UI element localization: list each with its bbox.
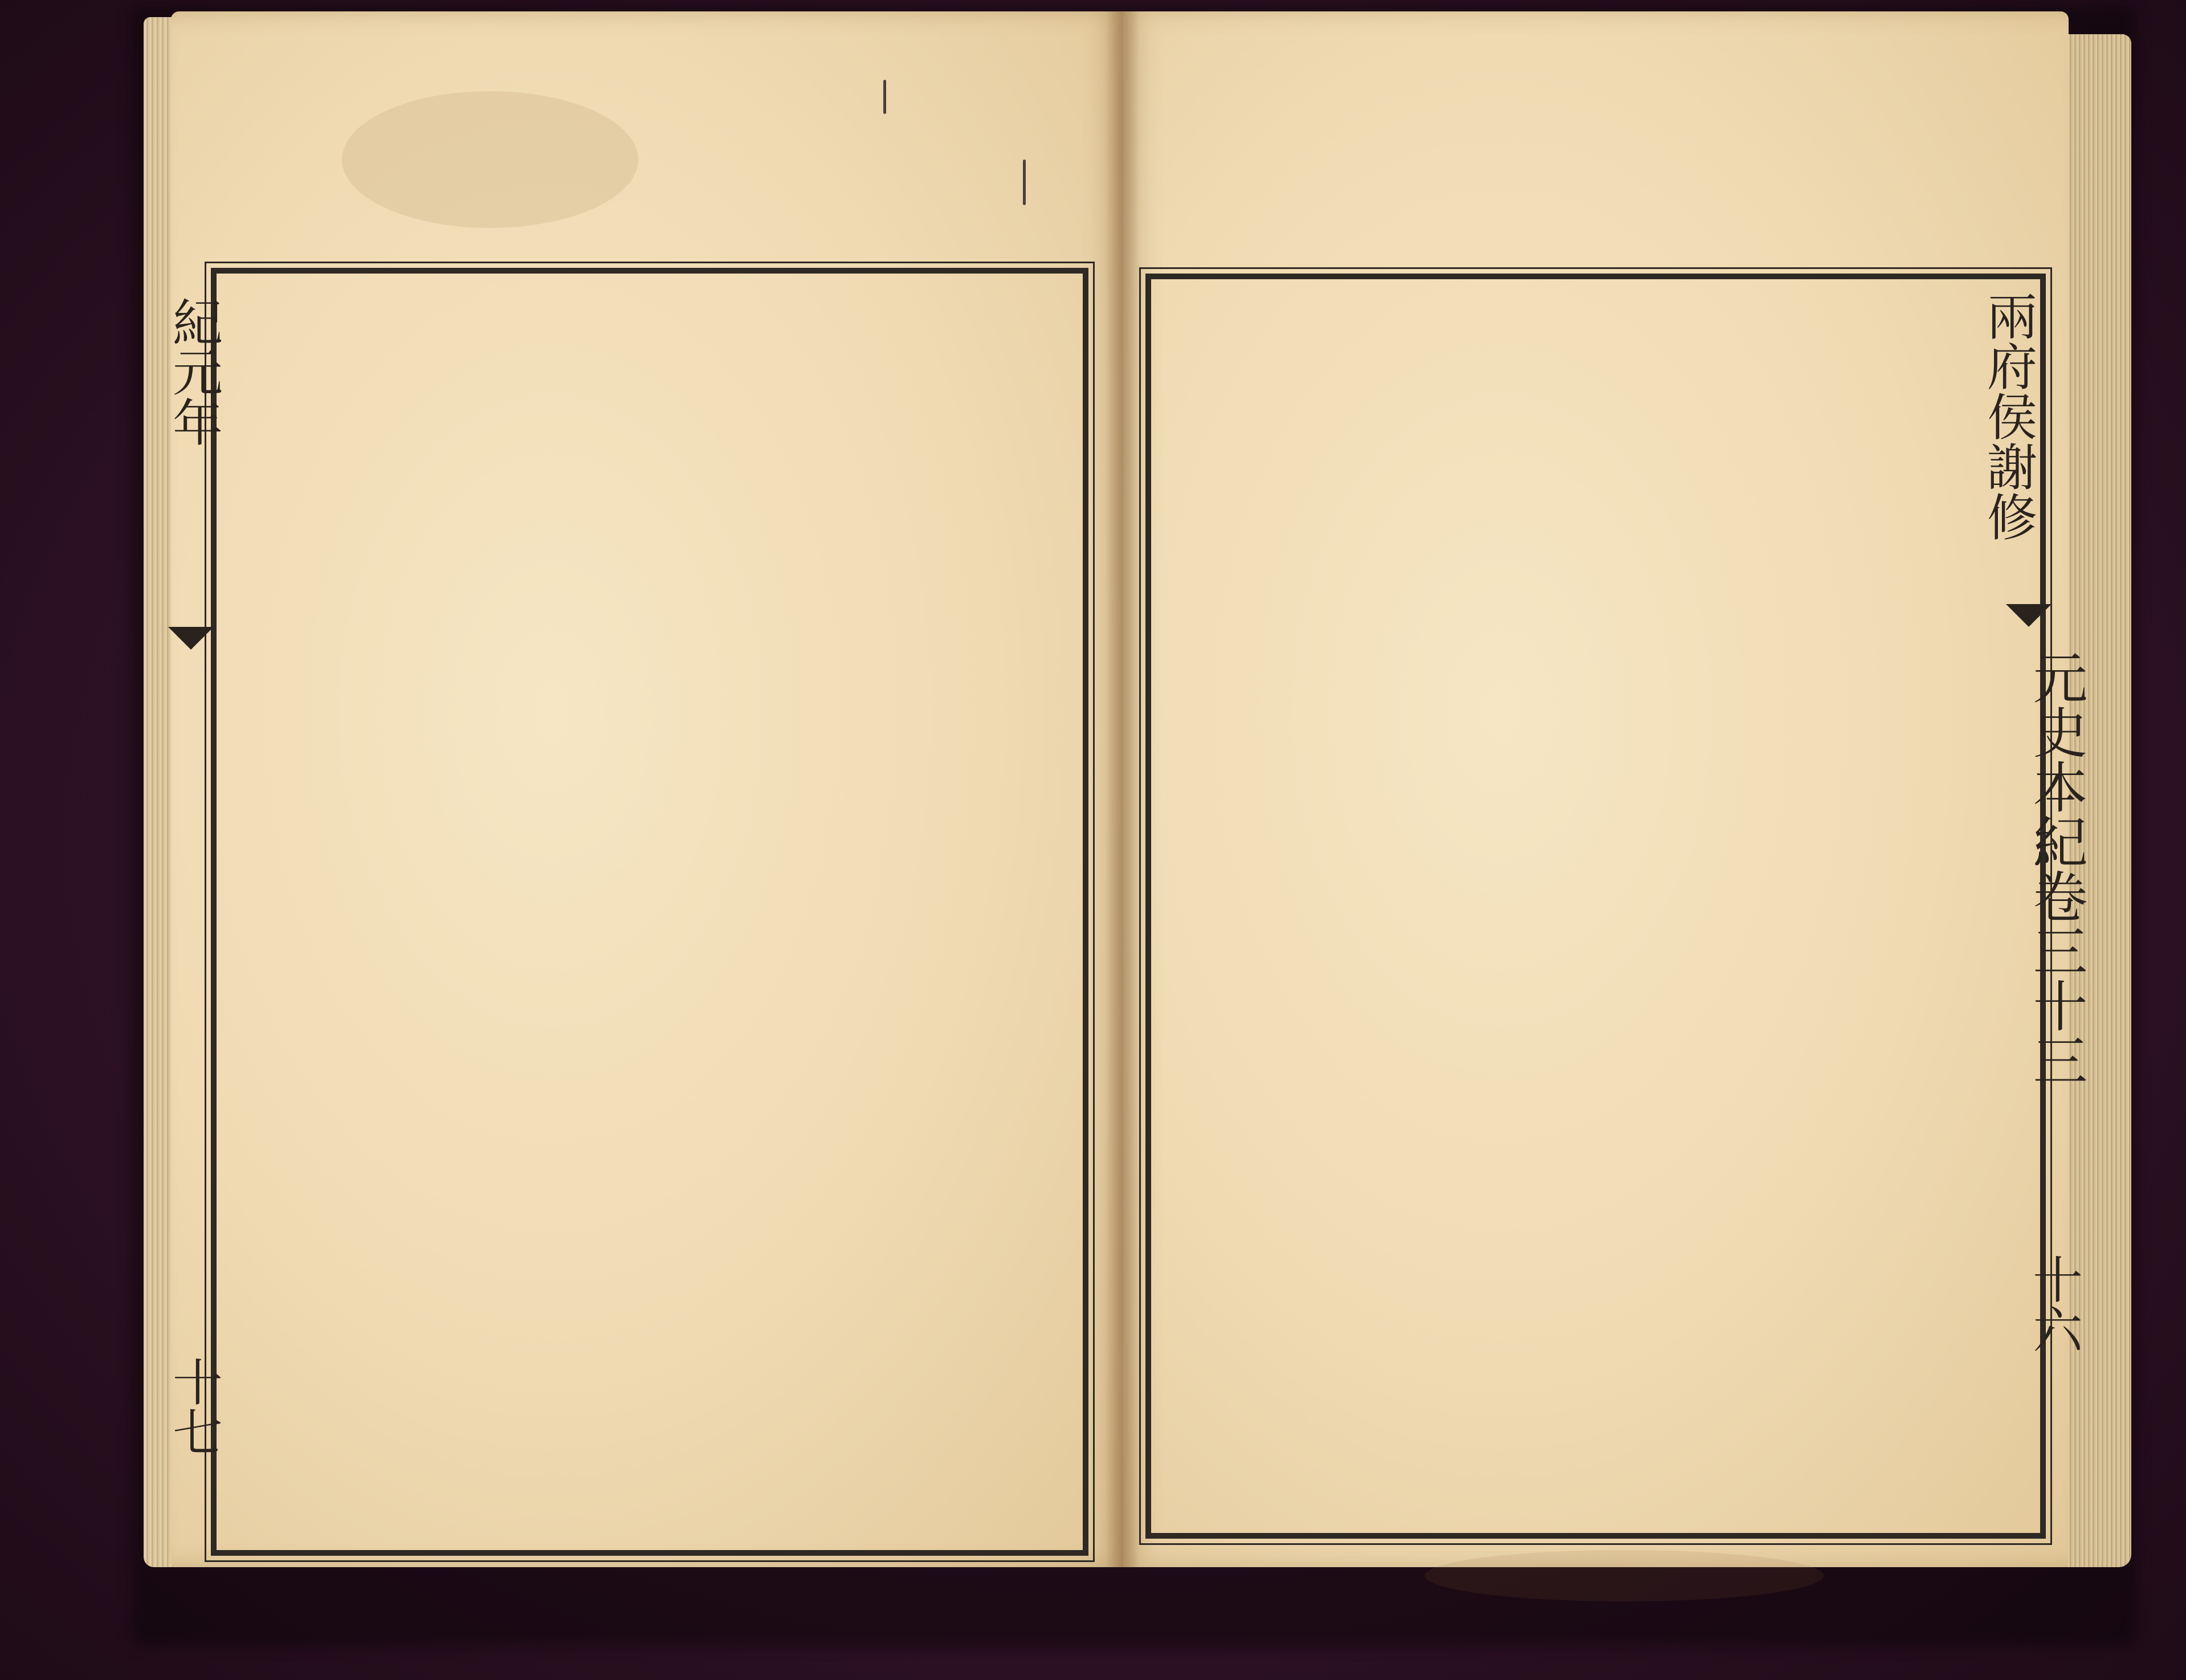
text-column (519, 274, 597, 278)
text-column (680, 274, 759, 278)
text-column (842, 274, 921, 278)
paper-stain (1425, 1550, 1824, 1601)
left-margin-title: 紀元年 (165, 296, 223, 447)
fishtail-mark (2006, 604, 2052, 627)
text-column (1488, 279, 1567, 284)
right-folio-number: 十六 (2025, 1254, 2083, 1354)
text-column (1246, 279, 1324, 284)
text-column (276, 274, 354, 278)
text-column (1812, 279, 1891, 284)
paper-stain (342, 91, 638, 228)
text-column (1408, 279, 1486, 284)
text-column (1893, 279, 1972, 284)
left-text-frame (211, 268, 1088, 1556)
text-column (357, 274, 435, 278)
text-column (1165, 279, 1243, 284)
right-margin-subtitle: 兩府侯謝修 (1979, 291, 2038, 541)
fishtail-mark (168, 627, 214, 650)
text-column (1569, 279, 1648, 284)
ink-fleck (883, 80, 886, 114)
text-column (1650, 279, 1729, 284)
right-text-frame (1145, 274, 2046, 1539)
left-folio-number: 十七 (165, 1356, 223, 1457)
text-column (1327, 279, 1405, 284)
text-column (1004, 274, 1083, 278)
text-column (761, 274, 840, 278)
text-column (923, 274, 1002, 278)
book-gutter (1106, 11, 1140, 1567)
text-column (599, 274, 678, 278)
right-margin-title: 元史本紀卷三十三 (2024, 650, 2088, 1087)
ink-fleck (1023, 160, 1026, 205)
text-column (438, 274, 516, 278)
text-column (1731, 279, 1810, 284)
